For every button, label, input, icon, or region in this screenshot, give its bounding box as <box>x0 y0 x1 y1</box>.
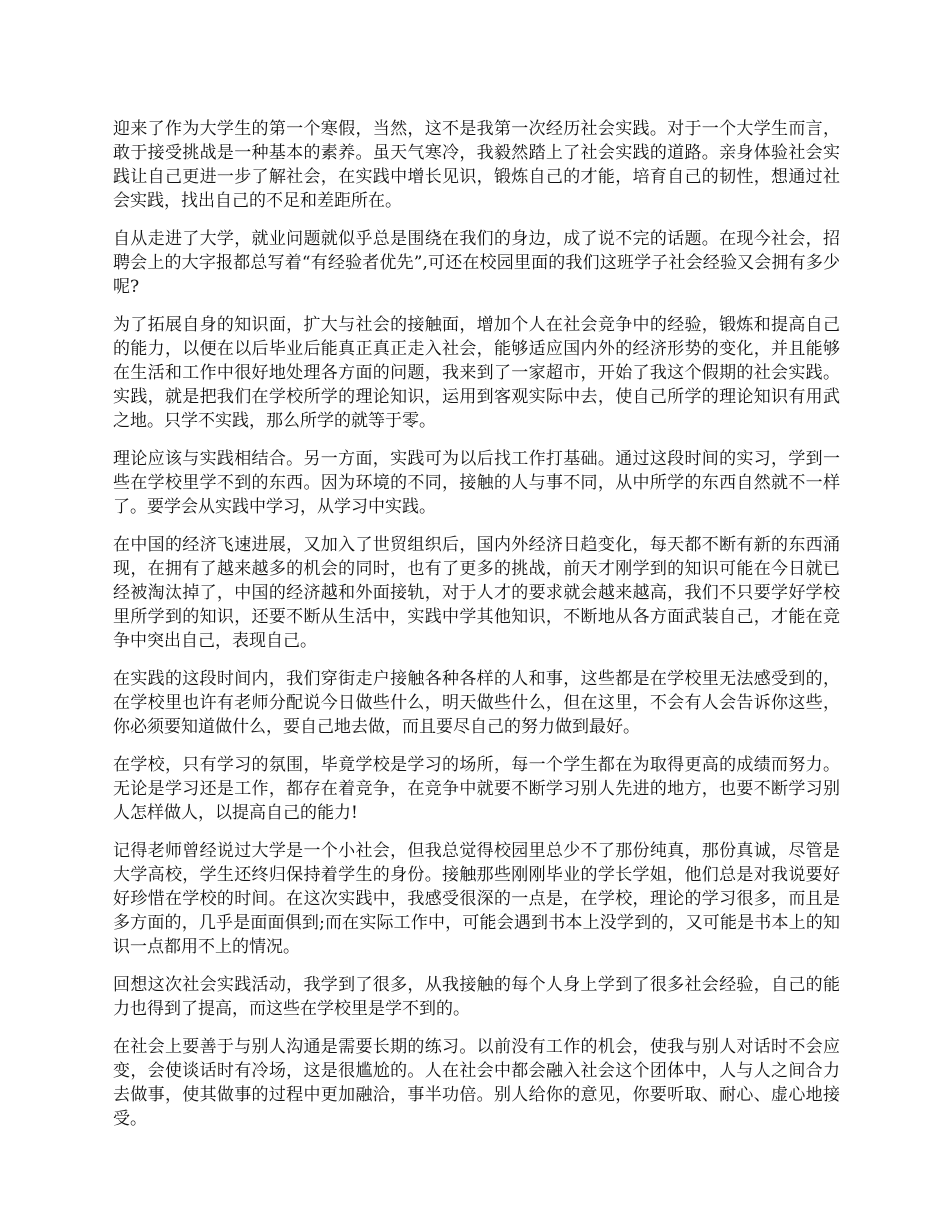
paragraph-2: 自从走进了大学，就业问题就似乎总是围绕在我们的身边，成了说不完的话题。在现今社会，招聘会上的大字报都总写着“有经验者优先”,可还在校园里面的我们这班学子社会经验又会拥有多少呢? <box>113 229 840 297</box>
paragraph-5: 在中国的经济飞速进展，又加入了世贸组织后，国内外经济日趋变化，每天都不断有新的东西涌现，在拥有了越来越多的机会的同时，也有了更多的挑战，前天才刚学到的知识可能在今日就已经被淘汰掉了，中国的经济越和外面接轨，对于人才的要求就会越来越高，我们不只要学好学校里所学到的知识，还要不断从生活中，实践中学其他知识，不断地从各方面武装自己，才能在竞争中突出自己，表现自己。 <box>113 535 840 651</box>
paragraph-10: 在社会上要善于与别人沟通是需要长期的练习。以前没有工作的机会，使我与别人对话时不会应变，会使谈话时有冷场，这是很尴尬的。人在社会中都会融入社会这个团体中，人与人之间合力去做事，使其做事的过程中更加融洽，事半功倍。别人给你的意见，你要听取、耐心、虚心地接受。 <box>113 1037 840 1129</box>
paragraph-8: 记得老师曾经说过大学是一个小社会，但我总觉得校园里总少不了那份纯真，那份真诚，尽管是大学高校，学生还终归保持着学生的身份。接触那些刚刚毕业的学长学姐，他们总是对我说要好好珍惜在学校的时间。在这次实践中，我感受很深的一点是，在学校，理论的学习很多，而且是多方面的，几乎是面面俱到;而在实际工作中，可能会遇到书本上没学到的，又可能是书本上的知识一点都用不上的情况。 <box>113 841 840 957</box>
document-body <box>113 117 840 1145</box>
paragraph-7: 在学校，只有学习的氛围，毕竟学校是学习的场所，每一个学生都在为取得更高的成绩而努力。无论是学习还是工作，都存在着竞争，在竞争中就要不断学习别人先进的地方，也要不断学习别人怎样做人，以提高自己的能力! <box>113 755 840 823</box>
paragraph-6: 在实践的这段时间内，我们穿街走户接触各种各样的人和事，这些都是在学校里无法感受到的，在学校里也许有老师分配说今日做些什么，明天做些什么，但在这里，不会有人会告诉你这些，你必须要知道做什么，要自己地去做，而且要尽自己的努力做到最好。 <box>113 669 840 737</box>
paragraph-3: 为了拓展自身的知识面，扩大与社会的接触面，增加个人在社会竞争中的经验，锻炼和提高自己的能力，以便在以后毕业后能真正真正走入社会，能够适应国内外的经济形势的变化，并且能够在生活和工作中很好地处理各方面的问题，我来到了一家超市，开始了我这个假期的社会实践。实践，就是把我们在学校所学的理论知识，运用到客观实际中去，使自己所学的理论知识有用武之地。只学不实践，那么所学的就等于零。 <box>113 315 840 431</box>
paragraph-1: 迎来了作为大学生的第一个寒假，当然，这不是我第一次经历社会实践。对于一个大学生而言，敢于接受挑战是一种基本的素养。虽天气寒冷，我毅然踏上了社会实践的道路。亲身体验社会实践让自己更进一步了解社会，在实践中增长见识，锻炼自己的才能，培育自己的韧性，想通过社会实践，找出自己的不足和差距所在。 <box>113 119 840 211</box>
paragraph-9: 回想这次社会实践活动，我学到了很多，从我接触的每个人身上学到了很多社会经验，自己的能力也得到了提高，而这些在学校里是学不到的。 <box>113 975 840 1019</box>
paragraph-4: 理论应该与实践相结合。另一方面，实践可为以后找工作打基础。通过这段时间的实习，学到一些在学校里学不到的东西。因为环境的不同，接触的人与事不同，从中所学的东西自然就不一样了。要学会从实践中学习，从学习中实践。 <box>113 449 840 517</box>
